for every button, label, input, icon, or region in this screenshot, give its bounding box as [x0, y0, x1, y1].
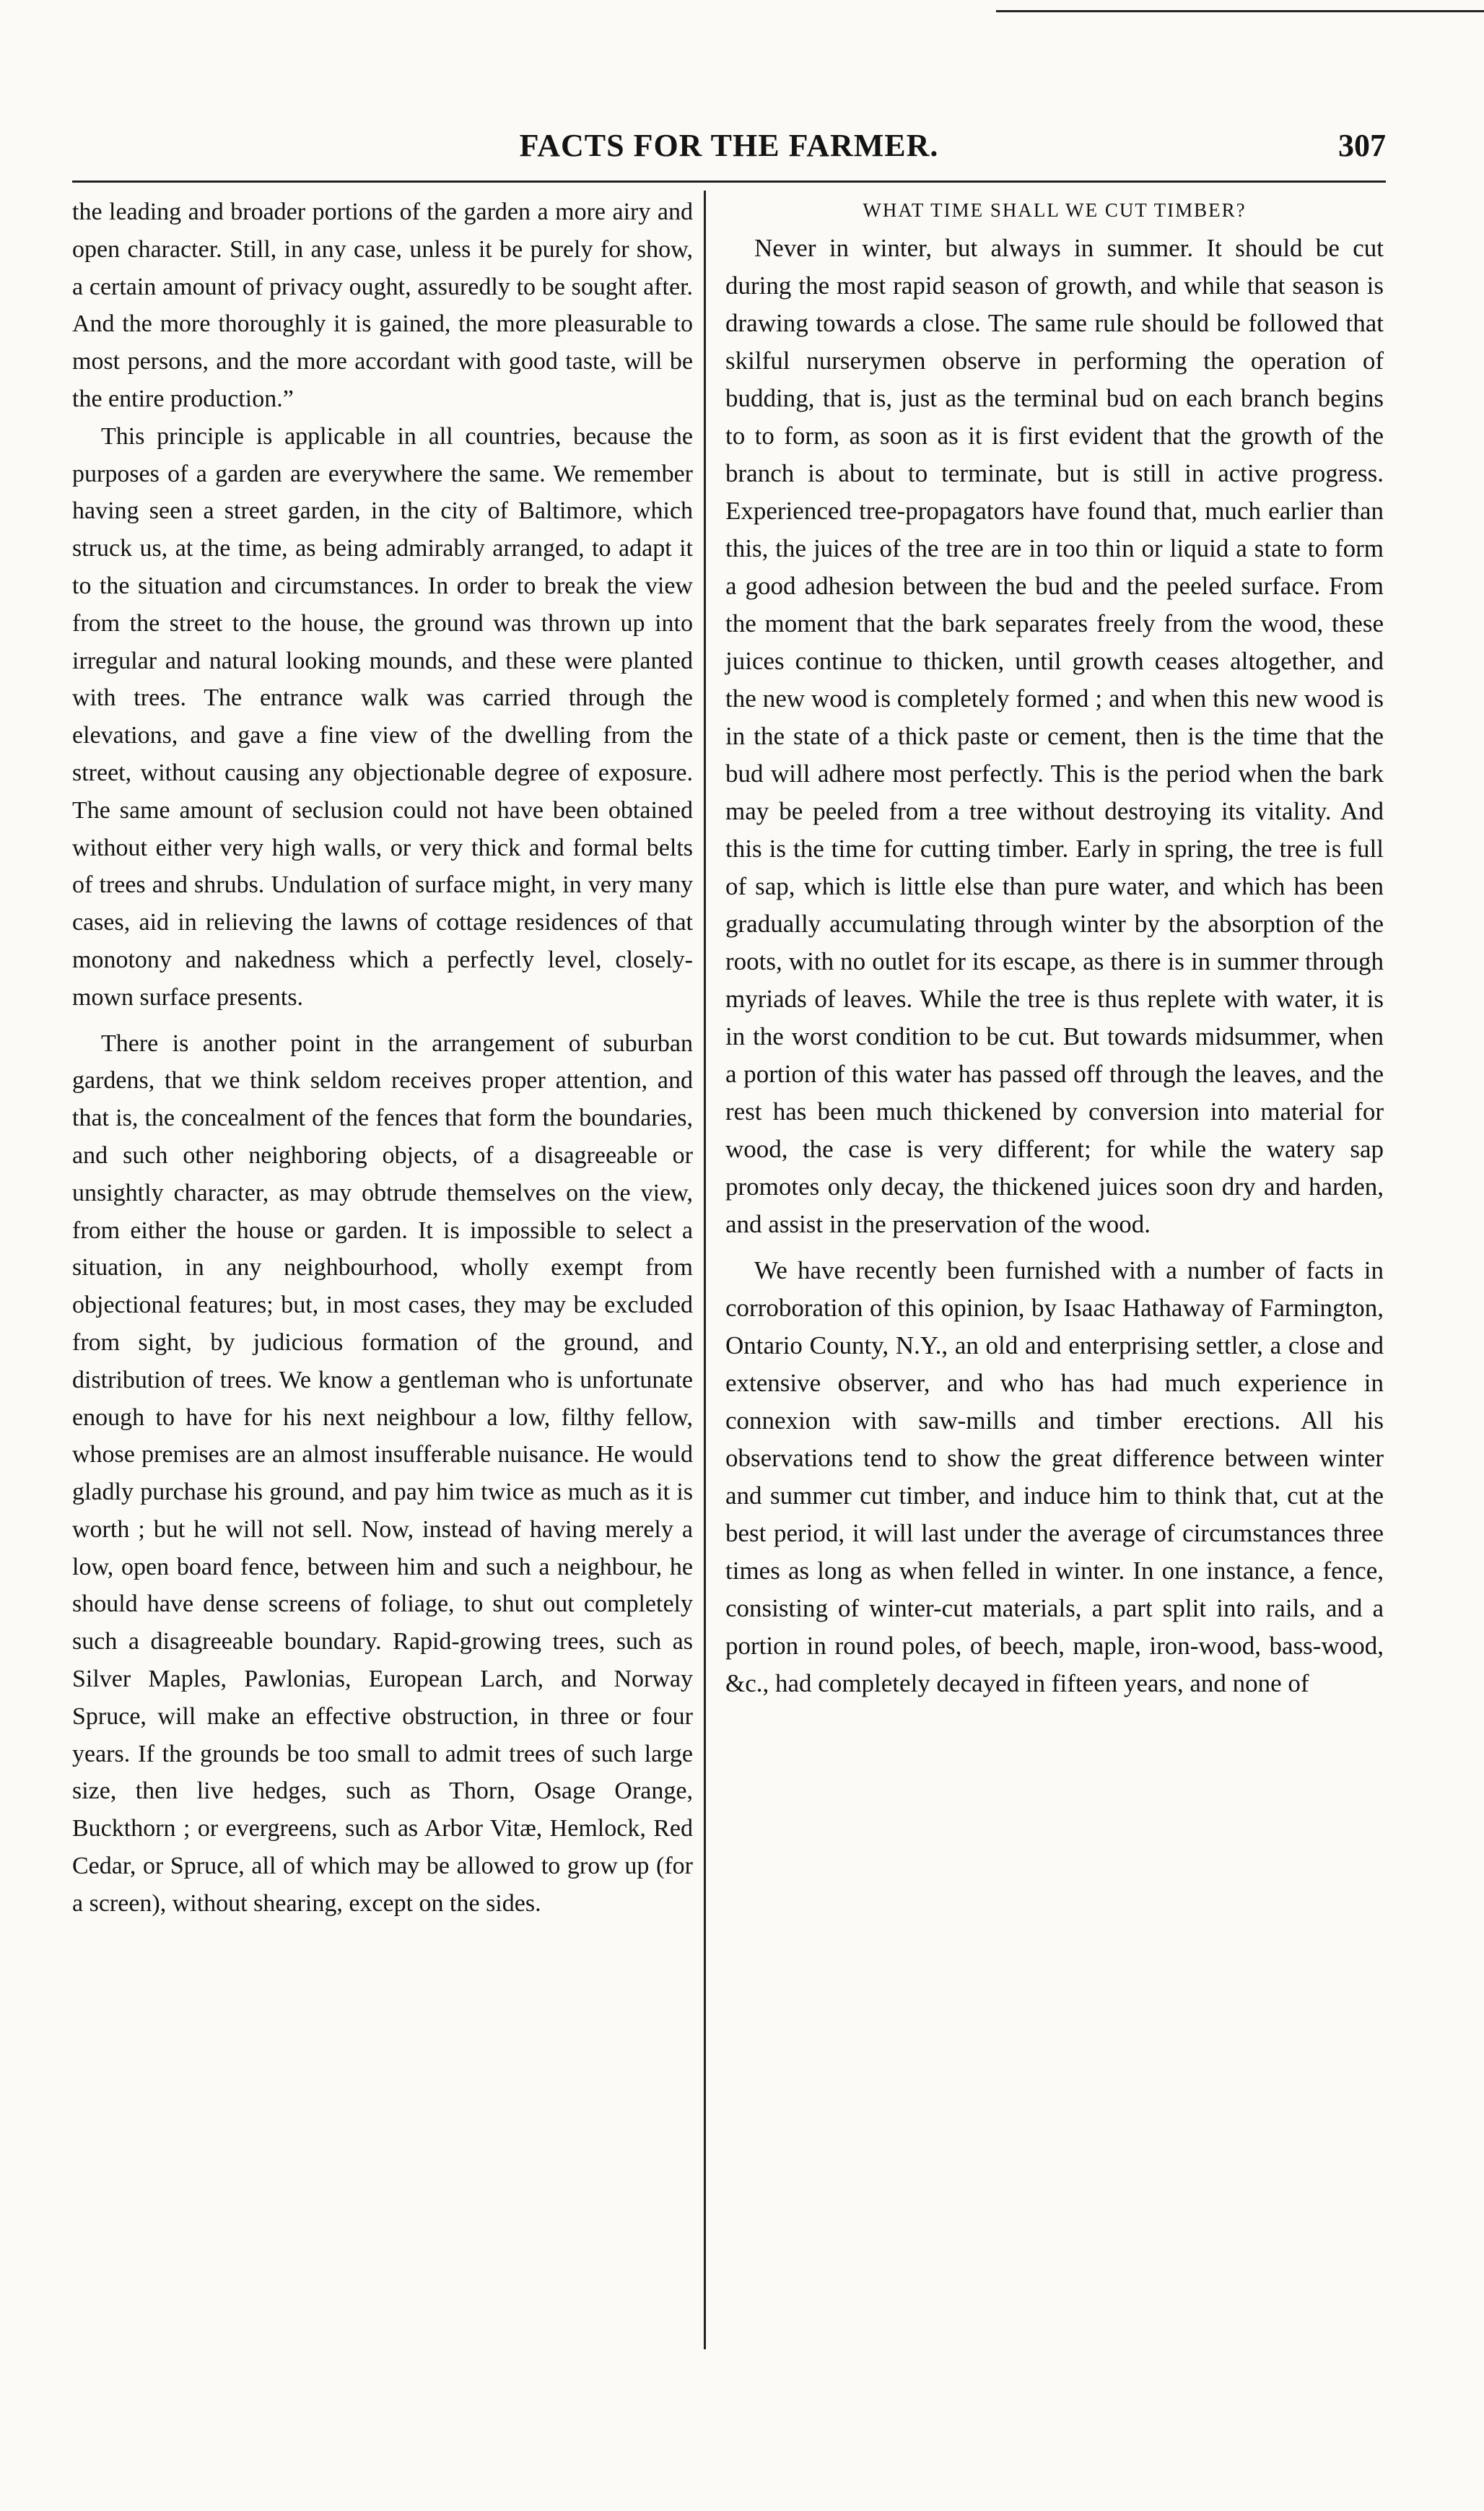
running-title: FACTS FOR THE FARMER. — [519, 128, 939, 163]
page-header — [72, 127, 1386, 185]
paragraph: the leading and broader portions of the garden a more airy and open character. Still, in any case, unless it be purely for show, a certain amount of privacy ought, assuredly to be sought after. And the more thoroughly it is gained, the more pleasurable to most persons, and the more accordant with good taste, will be the entire production.” — [72, 199, 693, 412]
column-divider — [704, 191, 706, 2349]
paragraph: Never in winter, but always in summer. It should be cut during the most rapid season of growth, and while that season is drawing towards a close. The same rule should be followed that skilful nurserymen observe in performing the operation of budding, that is, just as the terminal bud on each branch begins to to form, as soon as it is first evident that the growth of the branch is about to terminate, but is still in active progress. Experienced tree-propagators have found that, much earlier than this, the juices of the tree are in too thin or liquid a state to form a good adhesion between the bud and the peeled surface. From the moment that the bark separates freely from the wood, these juices continue to thicken, until growth ceases altogether, and the new wood is completely formed ; and when this new wood is in the state of a thick paste or cement, then is the time that the bud will adhere most perfectly. This is the period when the bark may be peeled from a tree without destroying its vitality. And this is the time for cutting timber. Early in spring, the tree is full of sap, which is little else than pure water, and which has been gradually accumulating through winter by the absorption of the roots, with no outlet for its escape, as there is in summer through myriads of leaves. While the tree is thus replete with water, it is in the worst condition to be cut. But towards midsummer, when a portion of this water has passed off through the leaves, and the rest has been much thickened by conversion into material for wood, the case is very different; for while the watery sap promotes only decay, the thickened juices soon dry and harden, and assist in the preservation of the wood. — [725, 234, 1384, 1238]
header-rule — [72, 180, 1386, 183]
paragraph: There is another point in the arrangement of suburban gardens, that we think seldom receives proper attention, and that is, the concealment of the fences that form the boundaries, and such other neighboring objects, of a disagreeable or unsightly character, as may obtrude themselves on the view, from either the house or garden. It is impossible to select a situation, in any neighbourhood, wholly exempt from objectional features; but, in most cases, they may be excluded from sight, by judicious formation of the ground, and distribution of trees. We know a gentleman who is unfortunate enough to have for his next neighbour a low, filthy fellow, whose premises are an almost insufferable nuisance. He would gladly purchase his ground, and pay him twice as much as it is worth ; but he will not sell. Now, instead of having merely a low, open board fence, between him and such a neighbour, he should have dense screens of foliage, to shut out completely such a disagreeable boundary. Rapid-growing trees, such as Silver Maples, Pawlonias, European Larch, and Norway Spruce, will make an effective obstruction, in three or four years. If the grounds be too small to admit trees of such large size, then live hedges, such as Thorn, Osage Orange, Buckthorn ; or evergreens, such as Arbor Vitæ, Hemlock, Red Cedar, or Spruce, all of which may be allowed to grow up (for a screen), without shearing, except on the sides. — [72, 1030, 693, 1917]
top-edge-rule — [996, 10, 1484, 12]
page-number: 307 — [1338, 128, 1386, 163]
left-column — [72, 193, 693, 1923]
paragraph: We have recently been furnished with a number of facts in corroboration of this opinion, by Isaac Hathaway of Farmington, Ontario County, N.Y., an old and enterprising settler, a close and extensive observer, and who has had much experience in connexion with saw-mills and timber erections. All his observations tend to show the great difference between winter and summer cut timber, and induce him to think that, cut at the best period, it will last under the average of circumstances three times as long as when felled in winter. In one instance, a fence, consisting of winter-cut materials, a part split into rails, and a portion in round poles, of beech, maple, iron-wood, bass-wood, &c., had completely decayed in fifteen years, and none of — [725, 1256, 1384, 1697]
section-heading: WHAT TIME SHALL WE CUT TIMBER? — [863, 199, 1247, 221]
right-column — [725, 193, 1384, 1702]
paragraph: This principle is applicable in all countries, because the purposes of a garden are everywhere the same. We remember having seen a street garden, in the city of Baltimore, which struck us, at the time, as being admirably arranged, to adapt it to the situation and circumstances. In order to break the view from the street to the house, the ground was thrown up into irregular and natural looking mounds, and these were planted with trees. The entrance walk was carried through the elevations, and gave a fine view of the dwelling from the street, without causing any objectionable degree of exposure. The same amount of seclusion could not have been obtained without either very high walls, or very thick and formal belts of trees and shrubs. Undulation of surface might, in very many cases, aid in relieving the lawns of cottage residences of that monotony and nakedness which a perfectly level, closely-mown surface presents. — [72, 422, 693, 1011]
